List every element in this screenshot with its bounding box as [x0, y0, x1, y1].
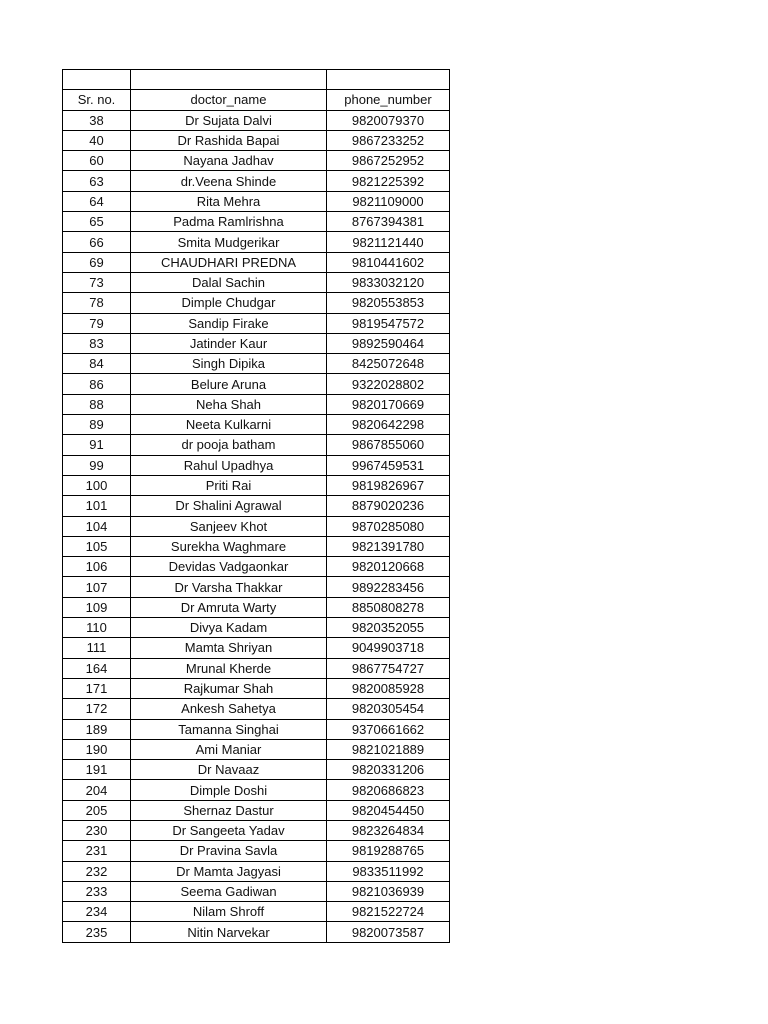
- doctor-name-cell: Dimple Doshi: [131, 780, 327, 800]
- table-row: [63, 638, 450, 658]
- phone-number-cell: 9967459531: [327, 455, 450, 475]
- doctor-name-cell: Sanjeev Khot: [131, 516, 327, 536]
- phone-number-cell: 9810441602: [327, 252, 450, 272]
- doctor-name-cell: Dr Mamta Jagyasi: [131, 861, 327, 881]
- table-row: [63, 232, 450, 252]
- table-row: [63, 171, 450, 191]
- table-row: [63, 861, 450, 881]
- blank-cell: [327, 70, 450, 90]
- table-row: [63, 739, 450, 759]
- phone-number-cell: 9820454450: [327, 800, 450, 820]
- sr-no-cell: 100: [63, 475, 131, 495]
- doctor-name-cell: Neeta Kulkarni: [131, 415, 327, 435]
- table-row: [63, 374, 450, 394]
- sr-no-cell: 83: [63, 333, 131, 353]
- table-row: [63, 841, 450, 861]
- doctor-name-cell: Nilam Shroff: [131, 902, 327, 922]
- sr-no-cell: 105: [63, 536, 131, 556]
- phone-number-cell: 9870285080: [327, 516, 450, 536]
- phone-number-cell: 9821391780: [327, 536, 450, 556]
- table-row: [63, 800, 450, 820]
- phone-number-cell: 9821021889: [327, 739, 450, 759]
- sr-no-cell: 60: [63, 151, 131, 171]
- phone-number-cell: 9819826967: [327, 475, 450, 495]
- phone-number-cell: 9322028802: [327, 374, 450, 394]
- sr-no-cell: 164: [63, 658, 131, 678]
- header-row: [63, 90, 450, 110]
- sr-no-cell: 107: [63, 577, 131, 597]
- sr-no-cell: 205: [63, 800, 131, 820]
- doctor-name-cell: Smita Mudgerikar: [131, 232, 327, 252]
- sr-no-cell: 230: [63, 820, 131, 840]
- sr-no-cell: 89: [63, 415, 131, 435]
- doctor-name-cell: Rajkumar Shah: [131, 678, 327, 698]
- doctor-name-cell: Seema Gadiwan: [131, 881, 327, 901]
- sr-no-cell: 109: [63, 597, 131, 617]
- blank-cell: [131, 70, 327, 90]
- phone-number-cell: 9820331206: [327, 760, 450, 780]
- table-row: [63, 252, 450, 272]
- sr-no-cell: 65: [63, 212, 131, 232]
- doctor-contact-table: [62, 69, 450, 943]
- phone-number-cell: 9867233252: [327, 130, 450, 150]
- table-row: [63, 191, 450, 211]
- doctor-name-cell: Padma Ramlrishna: [131, 212, 327, 232]
- phone-number-cell: 9820686823: [327, 780, 450, 800]
- sr-no-cell: 84: [63, 354, 131, 374]
- sr-no-cell: 40: [63, 130, 131, 150]
- sr-no-cell: 86: [63, 374, 131, 394]
- sr-no-cell: 204: [63, 780, 131, 800]
- blank-cell: [63, 70, 131, 90]
- doctor-name-cell: dr pooja batham: [131, 435, 327, 455]
- table-row: [63, 212, 450, 232]
- table-row: [63, 130, 450, 150]
- sr-no-cell: 78: [63, 293, 131, 313]
- doctor-name-cell: Nitin Narvekar: [131, 922, 327, 942]
- phone-number-cell: 8767394381: [327, 212, 450, 232]
- doctor-name-cell: Rita Mehra: [131, 191, 327, 211]
- sr-no-cell: 172: [63, 699, 131, 719]
- phone-number-cell: 9821225392: [327, 171, 450, 191]
- doctor-name-cell: Priti Rai: [131, 475, 327, 495]
- table-row: [63, 455, 450, 475]
- table-row: [63, 435, 450, 455]
- doctor-name-cell: Dr Sangeeta Yadav: [131, 820, 327, 840]
- doctor-name-cell: Mrunal Kherde: [131, 658, 327, 678]
- sr-no-cell: 189: [63, 719, 131, 739]
- doctor-name-cell: Sandip Firake: [131, 313, 327, 333]
- sr-no-cell: 73: [63, 272, 131, 292]
- table-row: [63, 394, 450, 414]
- sr-no-cell: 91: [63, 435, 131, 455]
- sr-no-cell: 110: [63, 618, 131, 638]
- header-phone-number: phone_number: [327, 90, 450, 110]
- doctor-name-cell: Dr Pravina Savla: [131, 841, 327, 861]
- sr-no-cell: 234: [63, 902, 131, 922]
- phone-number-cell: 9820352055: [327, 618, 450, 638]
- sr-no-cell: 104: [63, 516, 131, 536]
- phone-number-cell: 8425072648: [327, 354, 450, 374]
- phone-number-cell: 9867855060: [327, 435, 450, 455]
- doctor-name-cell: CHAUDHARI PREDNA: [131, 252, 327, 272]
- header-sr-no: Sr. no.: [63, 90, 131, 110]
- table-row: [63, 313, 450, 333]
- table-row: [63, 922, 450, 942]
- phone-number-cell: 9821121440: [327, 232, 450, 252]
- sr-no-cell: 233: [63, 881, 131, 901]
- doctor-name-cell: Nayana Jadhav: [131, 151, 327, 171]
- phone-number-cell: 9867754727: [327, 658, 450, 678]
- sr-no-cell: 69: [63, 252, 131, 272]
- table-row: [63, 760, 450, 780]
- doctor-name-cell: Ankesh Sahetya: [131, 699, 327, 719]
- sr-no-cell: 235: [63, 922, 131, 942]
- table-row: [63, 557, 450, 577]
- phone-number-cell: 8879020236: [327, 496, 450, 516]
- doctor-name-cell: Rahul Upadhya: [131, 455, 327, 475]
- table-row: [63, 496, 450, 516]
- sr-no-cell: 99: [63, 455, 131, 475]
- doctor-name-cell: Singh Dipika: [131, 354, 327, 374]
- phone-number-cell: 9820305454: [327, 699, 450, 719]
- sr-no-cell: 111: [63, 638, 131, 658]
- sr-no-cell: 88: [63, 394, 131, 414]
- phone-number-cell: 9821036939: [327, 881, 450, 901]
- table-row: [63, 272, 450, 292]
- doctor-name-cell: Ami Maniar: [131, 739, 327, 759]
- sr-no-cell: 79: [63, 313, 131, 333]
- phone-number-cell: 9819547572: [327, 313, 450, 333]
- table-row: [63, 820, 450, 840]
- sr-no-cell: 106: [63, 557, 131, 577]
- table-row: [63, 577, 450, 597]
- table-row: [63, 881, 450, 901]
- phone-number-cell: 9820079370: [327, 110, 450, 130]
- sr-no-cell: 38: [63, 110, 131, 130]
- doctor-name-cell: Dimple Chudgar: [131, 293, 327, 313]
- doctor-name-cell: dr.Veena Shinde: [131, 171, 327, 191]
- table-row: [63, 618, 450, 638]
- phone-number-cell: 9823264834: [327, 820, 450, 840]
- phone-number-cell: 9049903718: [327, 638, 450, 658]
- table-row: [63, 699, 450, 719]
- table-row: [63, 333, 450, 353]
- phone-number-cell: 9867252952: [327, 151, 450, 171]
- table-row: [63, 719, 450, 739]
- phone-number-cell: 9370661662: [327, 719, 450, 739]
- phone-number-cell: 9820073587: [327, 922, 450, 942]
- doctor-name-cell: Dr Amruta Warty: [131, 597, 327, 617]
- sr-no-cell: 190: [63, 739, 131, 759]
- table-row: [63, 151, 450, 171]
- table-row: [63, 658, 450, 678]
- sr-no-cell: 232: [63, 861, 131, 881]
- table-row: [63, 110, 450, 130]
- phone-number-cell: 8850808278: [327, 597, 450, 617]
- doctor-name-cell: Dr Shalini Agrawal: [131, 496, 327, 516]
- sr-no-cell: 191: [63, 760, 131, 780]
- phone-number-cell: 9892590464: [327, 333, 450, 353]
- phone-number-cell: 9833032120: [327, 272, 450, 292]
- sr-no-cell: 64: [63, 191, 131, 211]
- sr-no-cell: 101: [63, 496, 131, 516]
- doctor-name-cell: Dr Rashida Bapai: [131, 130, 327, 150]
- table-body: [63, 110, 450, 942]
- table-row: [63, 415, 450, 435]
- table-row: [63, 597, 450, 617]
- table-row: [63, 475, 450, 495]
- table-row: [63, 536, 450, 556]
- phone-number-cell: 9820085928: [327, 678, 450, 698]
- doctor-name-cell: Belure Aruna: [131, 374, 327, 394]
- header-doctor-name: doctor_name: [131, 90, 327, 110]
- table-row: [63, 902, 450, 922]
- table-row: [63, 516, 450, 536]
- blank-row: [63, 70, 450, 90]
- sr-no-cell: 171: [63, 678, 131, 698]
- phone-number-cell: 9820170669: [327, 394, 450, 414]
- phone-number-cell: 9820642298: [327, 415, 450, 435]
- doctor-name-cell: Neha Shah: [131, 394, 327, 414]
- doctor-name-cell: Surekha Waghmare: [131, 536, 327, 556]
- phone-number-cell: 9821109000: [327, 191, 450, 211]
- doctor-name-cell: Mamta Shriyan: [131, 638, 327, 658]
- phone-number-cell: 9820120668: [327, 557, 450, 577]
- phone-number-cell: 9820553853: [327, 293, 450, 313]
- phone-number-cell: 9821522724: [327, 902, 450, 922]
- doctor-name-cell: Jatinder Kaur: [131, 333, 327, 353]
- phone-number-cell: 9819288765: [327, 841, 450, 861]
- table-row: [63, 678, 450, 698]
- doctor-name-cell: Shernaz Dastur: [131, 800, 327, 820]
- table-row: [63, 354, 450, 374]
- sr-no-cell: 63: [63, 171, 131, 191]
- phone-number-cell: 9833511992: [327, 861, 450, 881]
- doctor-name-cell: Dr Sujata Dalvi: [131, 110, 327, 130]
- sr-no-cell: 231: [63, 841, 131, 861]
- table-row: [63, 780, 450, 800]
- sr-no-cell: 66: [63, 232, 131, 252]
- doctor-name-cell: Divya Kadam: [131, 618, 327, 638]
- doctor-name-cell: Dr Varsha Thakkar: [131, 577, 327, 597]
- doctor-name-cell: Dalal Sachin: [131, 272, 327, 292]
- doctor-name-cell: Tamanna Singhai: [131, 719, 327, 739]
- doctor-name-cell: Devidas Vadgaonkar: [131, 557, 327, 577]
- phone-number-cell: 9892283456: [327, 577, 450, 597]
- table-row: [63, 293, 450, 313]
- doctor-name-cell: Dr Navaaz: [131, 760, 327, 780]
